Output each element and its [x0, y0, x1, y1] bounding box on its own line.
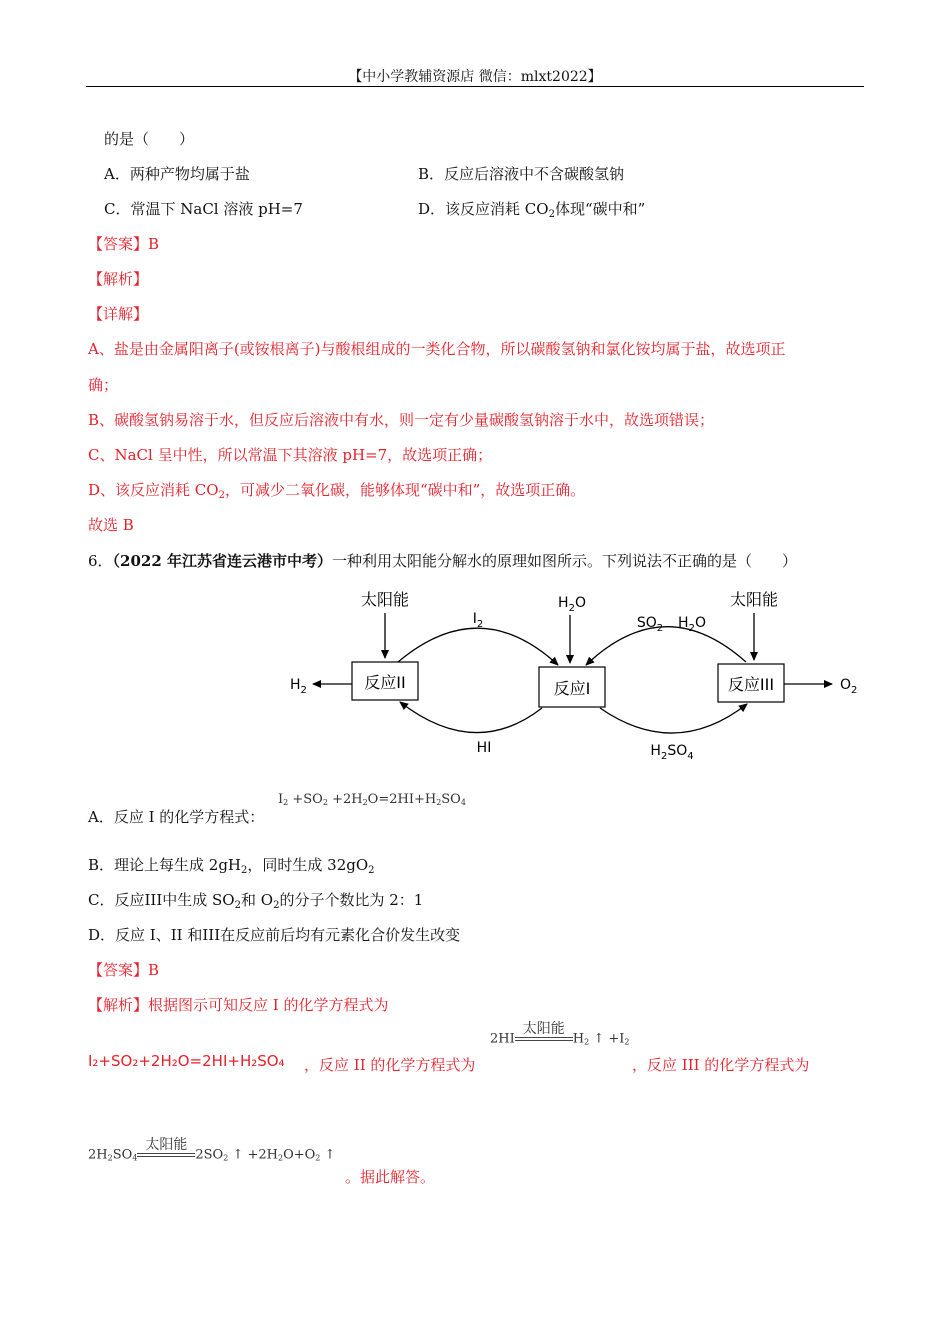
q5-explain-c: C、NaCl 呈中性，所以常温下其溶液 pH=7，故选项正确； [88, 446, 493, 464]
q6-analysis: 【解析】根据图示可知反应 I 的化学方程式为 [88, 996, 389, 1014]
q5-explain-a: A、盐是由金属阳离子(或铵根离子)与酸根组成的一类化合物，所以碳酸氢钠和氯化铵均属于盐，故选项正 [88, 340, 786, 358]
q5-option-b: B．反应后溶液中不含碳酸氢钠 [418, 165, 625, 183]
q5-analysis-label: 【解析】 [88, 270, 149, 288]
q5-answer: 【答案】B [88, 235, 160, 253]
page-header: 【中小学教辅资源店 微信：mlxt2022】 [348, 69, 602, 85]
curve-i-to-iii [600, 704, 747, 733]
q6-answer: 【答案】B [88, 961, 160, 979]
q6-final-text: 。据此解答。 [345, 1168, 436, 1186]
q5-option-a: A．两种产物均属于盐 [104, 165, 250, 183]
condition-mark-2: 太阳能 [137, 1144, 195, 1166]
header-rule [86, 86, 864, 87]
q6-eq2-intro: ，反应 II 的化学方程式为 [304, 1056, 476, 1074]
reaction-iii-label: 反应III [727, 675, 775, 694]
q5-explain-b: B、碳酸氢钠易溶于水，但反应后溶液中有水，则一定有少量碳酸氢钠溶于水中，故选项错误； [88, 411, 715, 429]
q6-eq3-equation: $2H_2SO_4$ 太阳能 $2SO_2$ ↑ $+2H_2O+O_2$ ↑ [88, 1144, 335, 1166]
q6-eq1-red: I₂+SO₂+2H₂O=2HI+H₂SO₄ [88, 1052, 285, 1070]
q5-detail-label: 【详解】 [88, 305, 149, 323]
i2-label: $I_2$ [472, 611, 484, 630]
reaction-i-label: 反应I [553, 679, 591, 698]
q6-option-a-equation: $I_2 +SO_2 +2H_2O=2HI+H_2SO_4$ [278, 792, 466, 807]
q5-option-d: D．该反应消耗 $CO_2$体现“碳中和” [418, 200, 646, 220]
q6-stem: 6．（2022 年江苏省连云港市中考）一种利用太阳能分解水的原理如图所示。下列说法不正确的是（ ） [88, 552, 798, 570]
sun-label-right: 太阳能 [729, 590, 779, 609]
q6-eq3-intro: ，反应 III 的化学方程式为 [632, 1056, 810, 1074]
curve-i-to-ii [400, 702, 542, 733]
q6-option-c: C．反应III中生成 $SO_2$和 $O_2$的分子个数比为 2：1 [88, 891, 424, 911]
q6-eq2-equation: 2HI 太阳能 $H_2$ ↑ $+I_2$ [490, 1028, 629, 1050]
q5-explain-d: D、该反应消耗 $CO_2$，可减少二氧化碳，能够体现“碳中和”，故选项正确。 [88, 481, 586, 501]
condition-mark: 太阳能 [515, 1028, 573, 1050]
h2o-top-label: $H_2O$ [558, 595, 586, 614]
curve-ii-to-i [398, 628, 558, 665]
q5-stem-end: 的是（ ） [104, 130, 195, 148]
so2-label: $SO_2$ [636, 615, 664, 634]
h2-output-label: $H_2$ [290, 677, 307, 696]
q6-option-b: B．理论上每生成 $2gH_2$，同时生成 $32gO_2$ [88, 856, 375, 876]
h2so4-label: $H_2SO_4$ [650, 743, 694, 762]
reaction-ii-label: 反应II [364, 673, 406, 692]
sun-label-left: 太阳能 [360, 590, 410, 609]
q5-explain-a-cont: 确； [88, 376, 119, 394]
q6-option-d: D．反应 I、II 和III在反应前后均有元素化合价发生改变 [88, 926, 461, 944]
q6-option-a: A．反应 I 的化学方程式： [88, 808, 265, 826]
hi-label: HI [476, 740, 492, 756]
q5-conclusion: 故选 B [88, 516, 134, 534]
h2o-right-label: $H_2O$ [678, 615, 706, 634]
curve-iii-to-i [586, 627, 746, 665]
reaction-cycle-diagram [280, 585, 880, 765]
o2-output-label: $O_2$ [840, 677, 858, 696]
q5-option-c: C．常温下 NaCl 溶液 pH=7 [104, 200, 303, 218]
